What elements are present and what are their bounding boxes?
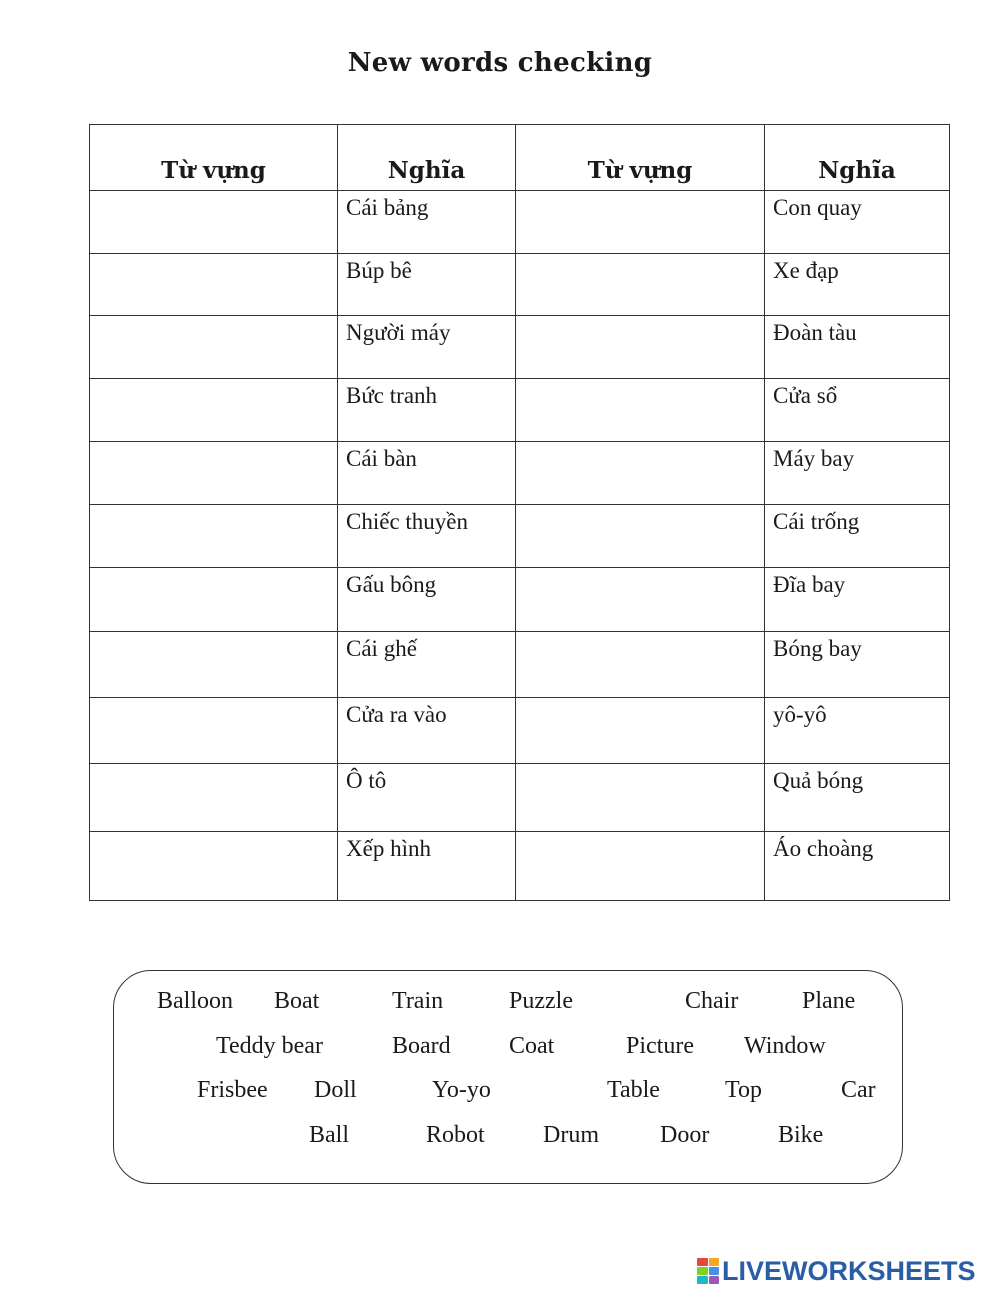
meaning-cell: Ô tô (338, 764, 516, 832)
answer-cell[interactable] (516, 632, 765, 698)
answer-cell[interactable] (516, 505, 765, 568)
answer-cell[interactable] (516, 764, 765, 832)
meaning-cell: Cái trống (765, 505, 950, 568)
word-bank-item: Table (607, 1077, 660, 1103)
word-bank-item: Robot (426, 1122, 485, 1148)
table-row (90, 632, 950, 698)
word-bank-item: Drum (543, 1122, 599, 1148)
meaning-cell: Quả bóng (765, 764, 950, 832)
header-vocab-1: Từ vựng (90, 125, 338, 191)
header-vocab-2: Từ vựng (516, 125, 765, 191)
table-row (90, 698, 950, 764)
answer-cell[interactable] (90, 764, 338, 832)
logo-text: LIVEWORKSHEETS (722, 1255, 976, 1286)
word-bank-item: Plane (802, 988, 856, 1014)
meaning-cell: yô-yô (765, 698, 950, 764)
answer-cell[interactable] (90, 698, 338, 764)
word-bank-item: Picture (626, 1033, 694, 1059)
table-row (90, 568, 950, 632)
table-header-row (90, 125, 950, 191)
word-bank-item: Train (392, 988, 444, 1014)
word-bank-item: Balloon (157, 988, 233, 1014)
word-bank-item: Teddy bear (216, 1033, 323, 1059)
answer-cell[interactable] (90, 191, 338, 254)
answer-cell[interactable] (516, 379, 765, 442)
table-row (90, 764, 950, 832)
table-row (90, 832, 950, 901)
word-bank-item: Chair (685, 988, 739, 1014)
header-meaning-1: Nghĩa (338, 125, 516, 191)
meaning-cell: Cửa sổ (765, 379, 950, 442)
answer-cell[interactable] (90, 568, 338, 632)
meaning-cell: Cửa ra vào (338, 698, 516, 764)
word-bank-item: Puzzle (509, 988, 573, 1014)
page-title: New words checking (347, 48, 653, 78)
table-row (90, 379, 950, 442)
answer-cell[interactable] (516, 191, 765, 254)
answer-cell[interactable] (516, 316, 765, 379)
word-bank-item: Frisbee (197, 1077, 268, 1103)
liveworksheets-logo (697, 1255, 976, 1287)
meaning-cell: Người máy (338, 316, 516, 379)
table-row (90, 442, 950, 505)
answer-cell[interactable] (516, 254, 765, 316)
meaning-cell: Con quay (765, 191, 950, 254)
meaning-cell: Cái bảng (338, 191, 516, 254)
answer-cell[interactable] (90, 505, 338, 568)
answer-cell[interactable] (90, 316, 338, 379)
meaning-cell: Đĩa bay (765, 568, 950, 632)
word-bank-item: Bike (778, 1122, 824, 1148)
answer-cell[interactable] (516, 832, 765, 901)
meaning-cell: Chiếc thuyền (338, 505, 516, 568)
meaning-cell: Xếp hình (338, 832, 516, 901)
answer-cell[interactable] (516, 698, 765, 764)
word-bank-box (113, 970, 903, 1184)
answer-cell[interactable] (90, 379, 338, 442)
word-bank-item: Ball (309, 1122, 349, 1148)
meaning-cell: Búp bê (338, 254, 516, 316)
answer-cell[interactable] (516, 442, 765, 505)
word-bank-item: Car (841, 1077, 876, 1103)
meaning-cell: Máy bay (765, 442, 950, 505)
table-row (90, 191, 950, 254)
meaning-cell: Cái bàn (338, 442, 516, 505)
word-bank-item: Boat (274, 988, 320, 1014)
word-bank-item: Coat (509, 1033, 555, 1059)
answer-cell[interactable] (90, 632, 338, 698)
answer-cell[interactable] (90, 832, 338, 901)
word-bank-item: Doll (314, 1077, 357, 1103)
liveworksheets-logo-icon (697, 1258, 719, 1284)
meaning-cell: Cái ghế (338, 632, 516, 698)
meaning-cell: Gấu bông (338, 568, 516, 632)
table-row (90, 316, 950, 379)
word-bank-item: Door (660, 1122, 710, 1148)
meaning-cell: Đoàn tàu (765, 316, 950, 379)
answer-cell[interactable] (516, 568, 765, 632)
meaning-cell: Bóng bay (765, 632, 950, 698)
word-bank-item: Yo-yo (432, 1077, 491, 1103)
word-bank-item: Window (744, 1033, 826, 1059)
answer-cell[interactable] (90, 254, 338, 316)
word-bank-item: Board (392, 1033, 451, 1059)
answer-cell[interactable] (90, 442, 338, 505)
meaning-cell: Áo choàng (765, 832, 950, 901)
table-row (90, 254, 950, 316)
meaning-cell: Xe đạp (765, 254, 950, 316)
word-bank-item: Top (725, 1077, 762, 1103)
header-meaning-2: Nghĩa (765, 125, 950, 191)
vocabulary-table (89, 124, 950, 901)
table-row (90, 505, 950, 568)
meaning-cell: Bức tranh (338, 379, 516, 442)
